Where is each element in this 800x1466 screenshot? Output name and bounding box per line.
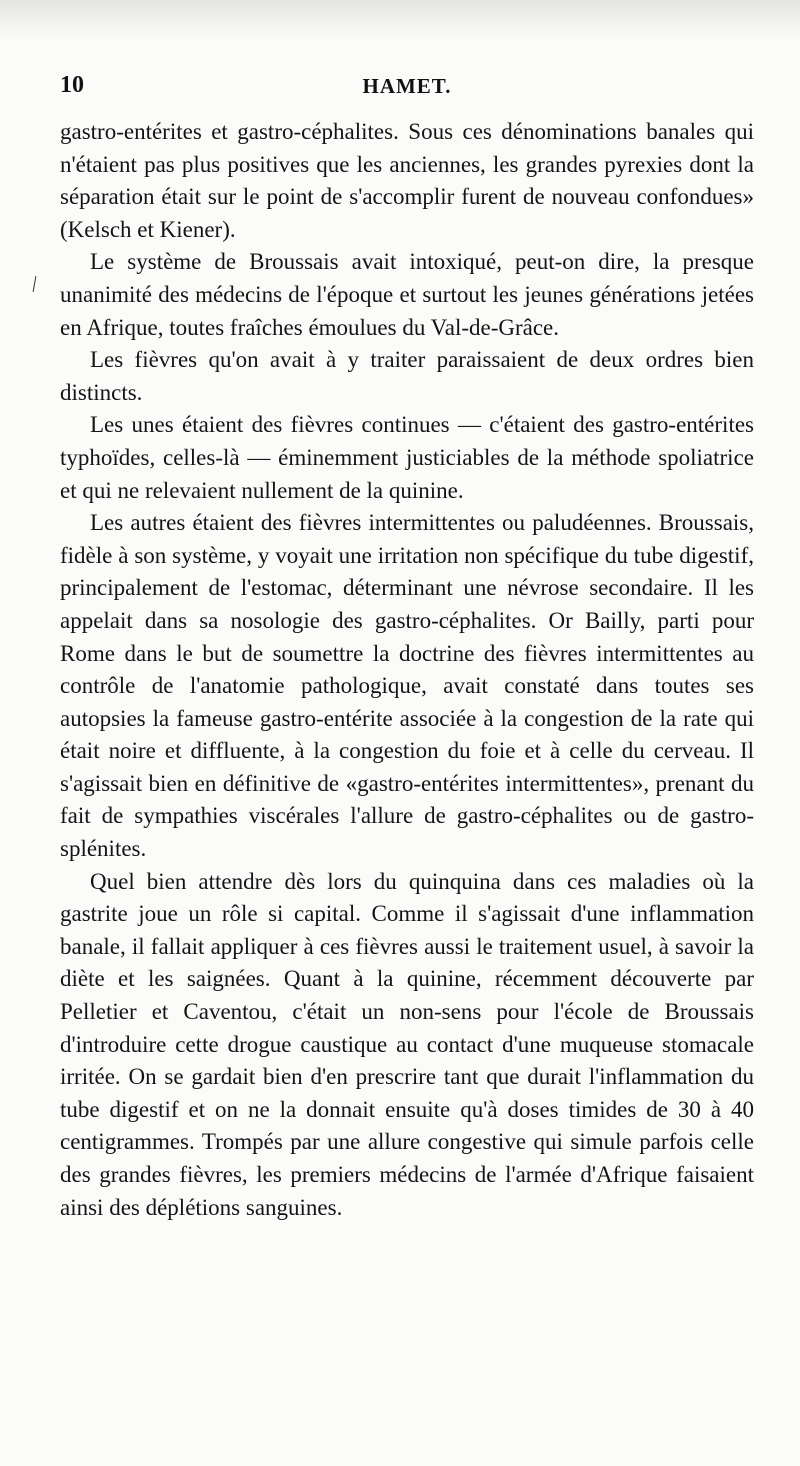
paragraph-quinquina: Quel bien attendre dès lors du quinquina dans ces maladies où la gastrite joue un rôle si capital. Comme il s'agissait d'une inflammation banale, il fallait appliquer à ces fièvres aussi le traitement usuel, à savoir la diète et les saignées. Quant à la quinine, récemment découverte par Pelletier et Caventou, c'était un non-sens pour l'école de Broussais d'introduire cette drogue caustique au contact d'une muqueuse stomacale irritée. On se gardait bien d'en prescrire tant que durait l'inflammation du tube digestif et on ne la donnait ensuite qu'à doses timides de 30 à 40 centigrammes. Trompés par une allure congestive qui simule parfois celle des grandes fièvres, les premiers médecins de l'armée d'Afrique faisaient ainsi des déplétions sanguines. [60,868,754,1220]
paragraph-broussais-system: Le système de Broussais avait intoxiqué, peut-on dire, la presque unanimité des médecins de l'époque et surtout les jeunes générations jetées en Afrique, toutes fraîches émoulues du Val-de-Grâce. [60,249,754,340]
paragraph-intermittent-fevers: Les autres étaient des fièvres intermittentes ou paludéennes. Broussais, fidèle à son système, y voyait une irritation non spécifique du tube digestif, principalement de l'estomac, déterminant une névrose secondaire. Il les appelait dans sa nosologie des gastro-céphalites. Or Bailly, parti pour Rome dans le but de soumettre la doctrine des fièvres intermittentes au contrôle de l'anatomie pathologique, avait constaté dans toutes ses autopsies la fameuse gastro-entérite associée à la congestion de la rate qui était noire et diffluente, à la congestion du foie et à celle du cerveau. Il s'agissait bien en définitive de «gastro-entérites intermittentes», prenant du fait de sympathies viscérales l'allure de gastro-céphalites ou de gastro-splénites. [60,510,754,862]
paragraph-continuation: gastro-entérites et gastro-céphalites. Sous ces dénominations banales qui n'étaient pas plus positives que les anciennes, les grandes pyrexies dont la séparation était sur le point de s'accomplir furent de nouveau confondues» (Kelsch et Kiener). [60,119,754,242]
paragraph-continuous-fevers: Les unes étaient des fièvres continues — c'étaient des gastro-entérites typhoïdes, celles-là — éminemment justiciables de la méthode spoliatrice et qui ne relevaient nullement de la quinine. [60,412,754,503]
page-header [60,72,754,112]
body-text [60,116,754,1224]
running-head: HAMET. [362,74,452,98]
paragraph-two-orders: Les fièvres qu'on avait à y traiter paraissaient de deux ordres bien distincts. [60,347,754,405]
margin-mark [33,276,37,292]
page-number: 10 [60,72,84,98]
